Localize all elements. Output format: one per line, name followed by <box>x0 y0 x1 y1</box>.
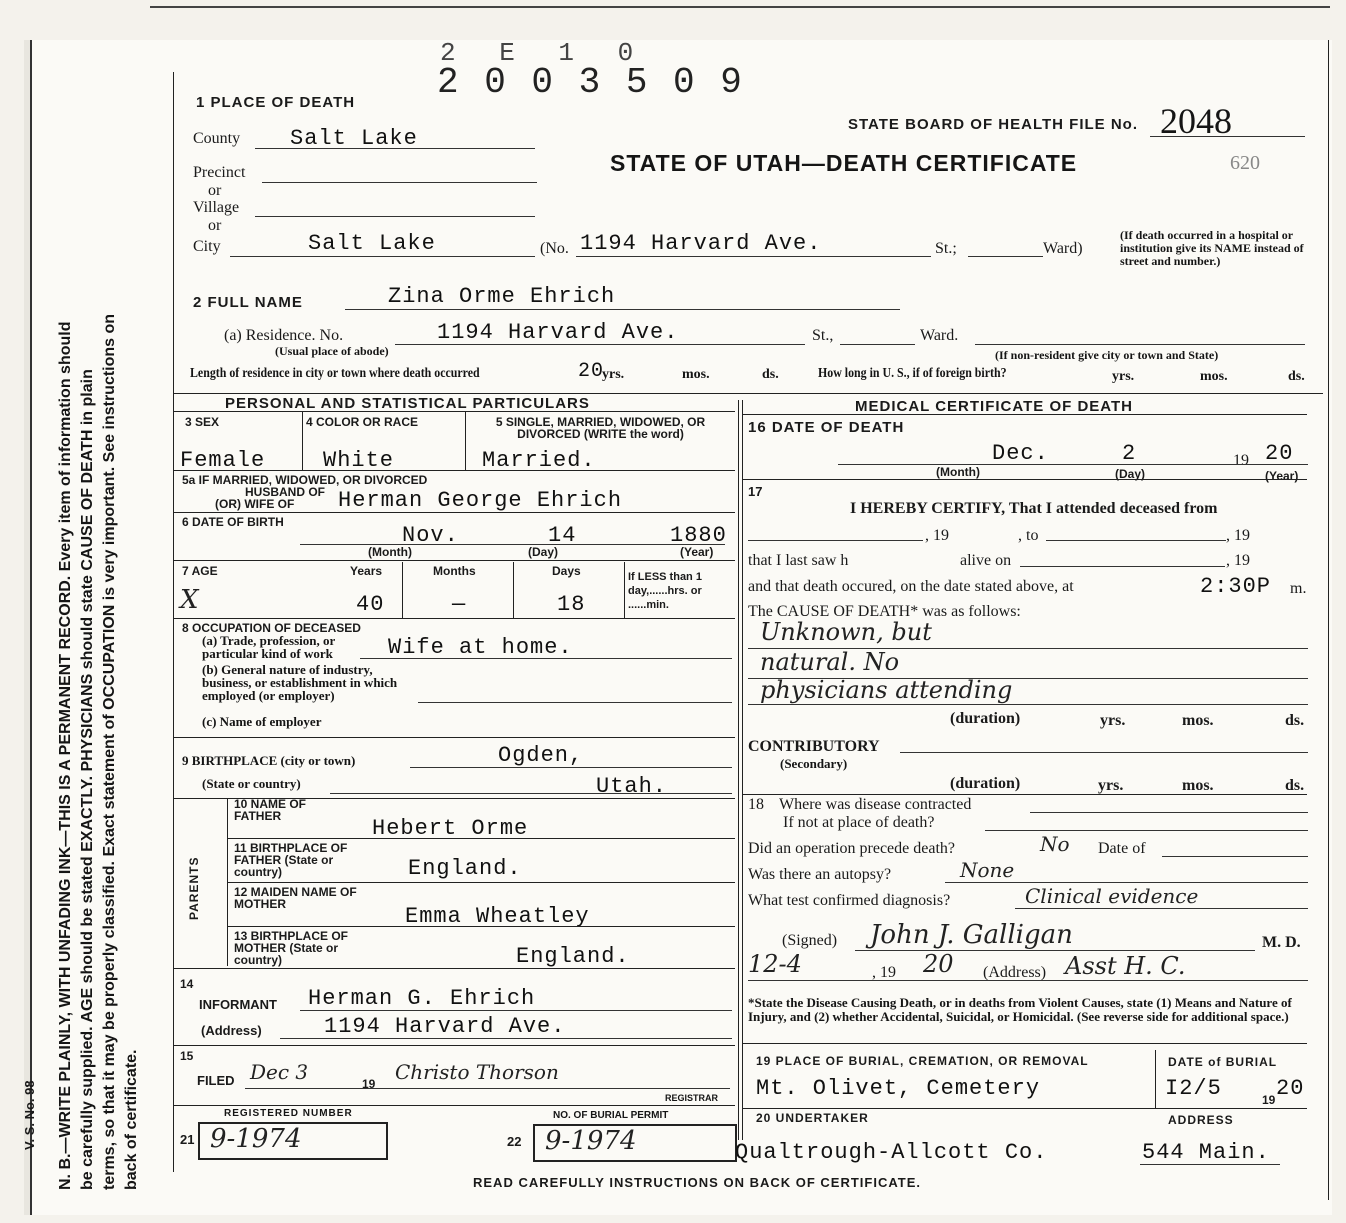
foreign-mos-label: mos. <box>1200 369 1228 384</box>
certify-text: I HEREBY CERTIFY, That I attended deceased from <box>850 500 1218 517</box>
father-name-label: 10 NAME OF FATHER <box>234 797 307 823</box>
operation-value: No <box>1040 832 1070 856</box>
age-mark: X <box>180 585 199 615</box>
burial-date-value: I2/5 <box>1165 1076 1222 1101</box>
duration-label-2: (duration) <box>950 775 1021 792</box>
sign-address-label: (Address) <box>983 964 1047 981</box>
street-st-label: St.; <box>935 240 957 257</box>
dob-month: Nov. <box>402 523 459 548</box>
occurred-label: and that death occured, on the date stated above, at <box>748 578 1074 595</box>
margin-line-1: N. B.—WRITE PLAINLY, WITH UNFADING INK—THIS IS A PERMANENT RECORD. Every item of information should <box>57 321 74 1190</box>
registrar-label: REGISTRAR <box>665 1093 719 1103</box>
marital-label: 5 SINGLE, MARRIED, WIDOWED, OR DIVORCED (WRITE the word) <box>495 415 706 441</box>
birthplace-state: Utah. <box>596 774 668 799</box>
informant-address-label: (Address) <box>201 1023 262 1038</box>
nonresident-note: (If non-resident give city or town and State) <box>995 348 1219 362</box>
ward-label: Ward) <box>1043 240 1083 257</box>
section-divider-top <box>173 393 1323 394</box>
undertaker-value: Qualtrough-Allcott Co. <box>735 1140 1048 1165</box>
test-value: Clinical evidence <box>1025 884 1199 908</box>
age-days-label: Days <box>552 564 581 578</box>
filed-label: FILED <box>197 1073 235 1088</box>
personal-heading: PERSONAL AND STATISTICAL PARTICULARS <box>225 395 590 412</box>
occupation-label: 8 OCCUPATION OF DECEASED <box>182 621 361 635</box>
certificate-title: STATE OF UTAH—DEATH CERTIFICATE <box>610 150 1078 176</box>
birthplace-city: Ogden, <box>498 743 584 768</box>
cause-line-2: natural. No <box>760 648 900 676</box>
death-street-value: 1194 Harvard Ave. <box>580 231 822 256</box>
spouse-label-1: 5a IF MARRIED, WIDOWED, OR DIVORCED <box>182 473 428 487</box>
alive-year-prefix: , 19 <box>1226 552 1250 569</box>
occupation-b-label: (b) General nature of industry, business, or establishment in which employed (or employer) <box>202 662 398 703</box>
filed-number: 15 <box>180 1049 194 1063</box>
color-value: White <box>323 448 395 473</box>
birthplace-label: 9 BIRTHPLACE (city or town) <box>182 753 356 768</box>
death-year: 20 <box>1265 441 1294 466</box>
from-year-prefix: , 19 <box>925 527 949 544</box>
md-label: M. D. <box>1262 934 1301 951</box>
duration-ds-1: ds. <box>1285 712 1305 729</box>
undertaker-label: 20 UNDERTAKER <box>756 1111 869 1125</box>
foreign-ds-label: ds. <box>1288 369 1305 384</box>
burial-year-value: 20 <box>1276 1076 1305 1101</box>
burial-place-value: Mt. Olivet, Cemetery <box>756 1076 1041 1101</box>
column-divider-2 <box>742 400 743 1140</box>
street-no-label: (No. <box>540 240 569 257</box>
birthplace-state-label: (State or country) <box>202 776 301 791</box>
dob-day-caption: (Day) <box>528 545 559 559</box>
mother-birthplace-label: 13 BIRTHPLACE OF MOTHER (State or country) <box>234 929 349 967</box>
age-days-value: 18 <box>557 592 586 617</box>
spouse-label-2: HUSBAND OF <box>245 485 325 499</box>
informant-number: 14 <box>180 977 194 991</box>
marital-value: Married. <box>482 448 596 473</box>
cause-footnote: *State the Disease Causing Death, or in deaths from Violent Causes, state (1) Means and Nature of Injury, and (2) whether Accidental, Suicidal, or Homicidal. (See reverse side for additional space.) <box>748 995 1292 1024</box>
father-birthplace-value: England. <box>408 856 522 881</box>
father-name-value: Hebert Orme <box>372 816 529 841</box>
mother-birthplace-value: England. <box>516 944 630 969</box>
registrar-signature: Christo Thorson <box>395 1060 559 1084</box>
registered-num-label: 21 <box>180 1132 195 1147</box>
full-name-value: Zina Orme Ehrich <box>388 284 616 309</box>
not-at-place-label: If not at place of death? <box>783 814 935 831</box>
residence-label: (a) Residence. No. <box>224 327 344 344</box>
foreign-birth-label: How long in U. S., if of foreign birth? <box>818 366 1007 381</box>
margin-line-2: be carefully supplied. AGE should be stated EXACTLY. PHYSICIANS should state CAUSE OF DEATH in plain <box>79 369 96 1190</box>
mother-name-label: 12 MAIDEN NAME OF MOTHER <box>234 885 357 911</box>
cause-label: The CAUSE OF DEATH* was as follows: <box>748 603 1021 620</box>
length-yrs-label: yrs. <box>602 367 625 382</box>
occupation-value: Wife at home. <box>388 635 573 660</box>
undertaker-address-value: 544 Main. <box>1142 1140 1270 1165</box>
residence-value: 1194 Harvard Ave. <box>437 320 679 345</box>
stamp-number: 2 0 0 3 5 0 9 <box>437 62 744 103</box>
filed-date: Dec 3 <box>250 1060 309 1084</box>
sign-address-value: Asst H. C. <box>1065 952 1186 980</box>
time-suffix: m. <box>1290 580 1307 597</box>
death-date-label: 16 DATE OF DEATH <box>748 419 905 436</box>
residence-st-label: St., <box>812 327 834 344</box>
margin-line-4: back of certificate. <box>123 1049 140 1190</box>
sign-year-prefix: , 19 <box>872 964 896 981</box>
autopsy-value: None <box>960 858 1015 882</box>
burial-date-label: DATE of BURIAL <box>1168 1055 1278 1069</box>
county-label: County <box>193 130 241 147</box>
foreign-yrs-label: yrs. <box>1112 369 1135 384</box>
age-label: 7 AGE <box>182 564 218 578</box>
city-value: Salt Lake <box>308 231 436 256</box>
autopsy-label: Was there an autopsy? <box>748 866 892 883</box>
spouse-label-3: (OR) WIFE OF <box>215 497 295 511</box>
precinct-label: Precinct <box>193 164 246 181</box>
hospital-note: (If death occurred in a hospital or institution give its NAME instead of street and number.) <box>1120 228 1304 268</box>
sex-label: 3 SEX <box>185 415 220 429</box>
burial-year-prefix: 19 <box>1262 1093 1276 1107</box>
informant-label: INFORMANT <box>199 997 277 1012</box>
length-ds-label: ds. <box>762 367 779 382</box>
death-year-caption: (Year) <box>1265 469 1299 483</box>
dob-year: 1880 <box>670 523 727 548</box>
parents-label: PARENTS <box>187 856 201 920</box>
place-of-death-label: 1 PLACE OF DEATH <box>196 94 356 111</box>
age-years-value: 40 <box>356 592 385 617</box>
age-years-label: Years <box>350 564 383 578</box>
length-residence-value: 20 <box>578 360 605 383</box>
informant-address-value: 1194 Harvard Ave. <box>324 1014 566 1039</box>
section-18-number: 18 <box>748 796 764 813</box>
abode-note: (Usual place of abode) <box>275 344 389 358</box>
contributory-label: CONTRIBUTORY <box>748 738 880 755</box>
length-residence-label: Length of residence in city or town where death occurred <box>190 366 480 381</box>
to-year-prefix: , 19 <box>1226 527 1250 544</box>
time-of-death: 2:30P <box>1200 574 1272 599</box>
operation-label: Did an operation precede death? <box>748 840 956 857</box>
contracted-label: Where was disease contracted <box>779 796 972 813</box>
burial-place-label: 19 PLACE OF BURIAL, CREMATION, OR REMOVAL <box>756 1054 1089 1068</box>
test-label: What test confirmed diagnosis? <box>748 892 951 909</box>
dob-label: 6 DATE OF BIRTH <box>182 515 284 529</box>
age-months-label: Months <box>433 564 476 578</box>
to-label: , to <box>1018 527 1039 544</box>
margin-instructions <box>55 60 143 1190</box>
county-value: Salt Lake <box>290 126 418 151</box>
death-day: 2 <box>1122 441 1137 466</box>
or-1: or <box>208 182 222 199</box>
village-label: Village <box>193 199 240 216</box>
stamp-top: 2 E 1 0 <box>440 38 648 68</box>
cause-line-1: Unknown, but <box>760 618 932 646</box>
death-day-caption: (Day) <box>1115 467 1146 481</box>
burial-permit-num-label: 22 <box>507 1134 522 1149</box>
section-17-number: 17 <box>748 484 763 499</box>
duration-label-1: (duration) <box>950 710 1021 727</box>
death-year-prefix: 19 <box>1233 452 1249 469</box>
mother-name-value: Emma Wheatley <box>405 904 590 929</box>
duration-yrs-1: yrs. <box>1100 712 1126 729</box>
duration-mos-2: mos. <box>1182 777 1214 794</box>
sign-date: 12-4 <box>748 950 802 978</box>
informant-value: Herman G. Ehrich <box>308 986 536 1011</box>
burial-permit-value: 9-1974 <box>545 1126 637 1156</box>
last-saw-label: that I last saw h <box>748 552 849 569</box>
medical-heading: MEDICAL CERTIFICATE OF DEATH <box>855 398 1133 415</box>
full-name-label: 2 FULL NAME <box>193 294 303 311</box>
burial-permit-label: NO. OF BURIAL PERMIT <box>553 1110 669 1121</box>
color-label: 4 COLOR OR RACE <box>306 415 419 429</box>
sign-year: 20 <box>923 950 954 978</box>
duration-ds-2: ds. <box>1285 777 1305 794</box>
registered-value: 9-1974 <box>210 1124 302 1154</box>
duration-yrs-2: yrs. <box>1098 777 1124 794</box>
undertaker-address-label: ADDRESS <box>1168 1113 1234 1127</box>
death-month-caption: (Month) <box>936 465 980 479</box>
age-months-value: — <box>452 592 467 617</box>
footer-instructions: READ CAREFULLY INSTRUCTIONS ON BACK OF CERTIFICATE. <box>473 1175 921 1190</box>
registered-label: REGISTERED NUMBER <box>224 1108 353 1119</box>
secondary-label: (Secondary) <box>780 756 848 771</box>
occupation-a-label: (a) Trade, profession, or particular kind of work <box>202 633 336 661</box>
filed-year-prefix: 19 <box>362 1077 376 1091</box>
frame-right-line <box>1328 40 1329 1200</box>
cause-line-3: physicians attending <box>760 676 1013 704</box>
or-2: or <box>208 217 222 234</box>
length-mos-label: mos. <box>682 367 710 382</box>
residence-ward-label: Ward. <box>920 327 959 344</box>
city-label: City <box>193 238 221 255</box>
physician-signature: John J. Galligan <box>870 920 1073 950</box>
sex-value: Female <box>180 448 266 473</box>
vs-number: V. S. No. 98 <box>22 1080 37 1150</box>
signed-label: (Signed) <box>782 932 838 949</box>
duration-mos-1: mos. <box>1182 712 1214 729</box>
age-less-label: If LESS than 1 day,......hrs. or ......min. <box>628 571 702 611</box>
margin-line-3: terms, so that it may be properly classified. Exact statement of OCCUPATION is very important. See instructions on <box>101 313 118 1190</box>
spouse-value: Herman George Ehrich <box>338 488 623 513</box>
dob-year-caption: (Year) <box>680 545 714 559</box>
dob-month-caption: (Month) <box>368 545 412 559</box>
death-month: Dec. <box>992 441 1049 466</box>
file-label: STATE BOARD OF HEALTH FILE No. <box>848 116 1138 133</box>
file-number: 2048 <box>1160 101 1232 141</box>
dob-day: 14 <box>548 523 577 548</box>
father-birthplace-label: 11 BIRTHPLACE OF FATHER (State or country) <box>234 841 348 879</box>
frame-left-line <box>173 72 174 1172</box>
alive-on-label: alive on <box>960 552 1012 569</box>
employer-label: (c) Name of employer <box>202 714 322 729</box>
date-of-label: Date of <box>1098 840 1146 857</box>
column-divider <box>738 400 739 1140</box>
side-mark: 620 <box>1230 152 1260 174</box>
